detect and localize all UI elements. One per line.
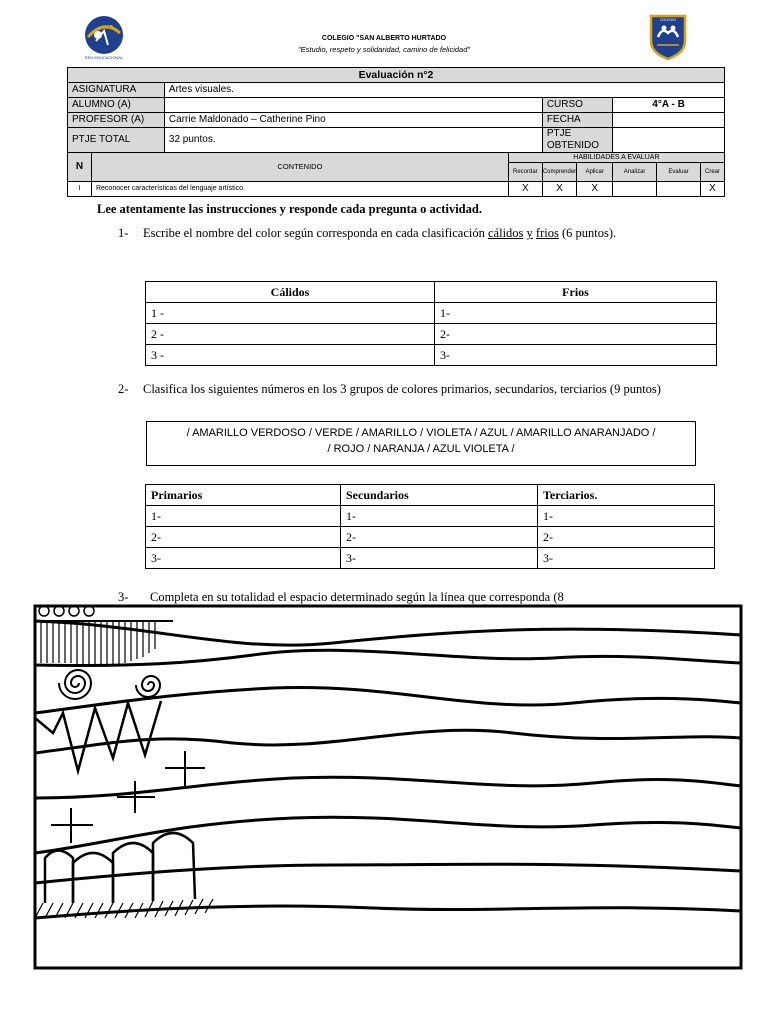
calidos-cell[interactable]: 3 - — [146, 345, 435, 366]
primarios-cell[interactable]: 3- — [146, 548, 341, 569]
word-calidos: cálidos — [488, 226, 524, 240]
terciarios-cell[interactable]: 2- — [538, 527, 715, 548]
color-groups-table — [145, 484, 715, 569]
primarios-cell[interactable]: 1- — [146, 506, 341, 527]
question-1-text: Escribe el nombre del color según corresponda en cada clasificación — [143, 226, 485, 240]
wavy-lines — [35, 621, 741, 918]
secundarios-cell[interactable]: 2- — [341, 527, 538, 548]
question-2 — [118, 382, 692, 397]
question-2-text: Clasifica los siguientes números en los 3 grupos de colores primarios, secundarios, terciarios (9 puntos) — [143, 382, 661, 396]
contenido-column-header: CONTENIDO — [91, 153, 508, 182]
skill-mark: X — [542, 182, 576, 197]
question-1-number: 1- — [118, 226, 129, 240]
fecha-label: FECHA — [542, 113, 612, 128]
curso-value: 4°A - B — [613, 98, 725, 113]
ptje-total-label: PTJE TOTAL — [68, 128, 165, 153]
skill-mark: X — [577, 182, 613, 197]
profesor-label: PROFESOR (A) — [68, 113, 165, 128]
logo-right-text: COLEGIO — [660, 18, 676, 22]
vertical-stripes — [41, 621, 155, 665]
line-pattern-drawing — [33, 603, 745, 971]
evaluation-info-table — [67, 67, 725, 197]
color-list-box — [146, 421, 696, 466]
ptje-obtenido-label: PTJE OBTENIDO — [542, 128, 612, 153]
skill-mark: X — [508, 182, 542, 197]
calidos-cell[interactable]: 1 - — [146, 303, 435, 324]
warm-cold-table — [145, 281, 717, 366]
alumno-label: ALUMNO (A) — [68, 98, 165, 113]
ptje-total-value: 32 puntos. — [164, 128, 542, 153]
curso-label: CURSO — [542, 98, 612, 113]
skill-header: Recordar — [508, 163, 542, 182]
skill-header: Aplicar — [577, 163, 613, 182]
skill-header: Analizar — [613, 163, 657, 182]
secundarios-header: Secundarios — [341, 485, 538, 506]
question-1-points: (6 puntos). — [561, 226, 617, 240]
general-instructions: Lee atentamente las instrucciones y responde cada pregunta o actividad. — [97, 202, 482, 216]
color-list-line-1: / AMARILLO VERDOSO / VERDE / AMARILLO / VIOLETA / AZUL / AMARILLO ANARANJADO / — [186, 427, 656, 439]
profesor-value: Carrie Maldonado – Catherine Pino — [164, 113, 542, 128]
primarios-header: Primarios — [146, 485, 341, 506]
skill-mark: X — [700, 182, 724, 197]
skill-header: Crear — [700, 163, 724, 182]
question-3-number: 3- — [118, 590, 129, 604]
habilidades-header: HABILIDADES A EVALUAR — [508, 153, 724, 163]
frios-cell[interactable]: 1- — [435, 303, 717, 324]
asignatura-value: Artes visuales. — [164, 83, 724, 98]
question-1 — [118, 226, 692, 241]
terciarios-header: Terciarios. — [538, 485, 715, 506]
skill-header: Comprender — [542, 163, 576, 182]
primarios-cell[interactable]: 2- — [146, 527, 341, 548]
color-list-line-2: / ROJO / NARANJA / AZUL VIOLETA / — [327, 443, 515, 455]
school-name: COLEGIO "SAN ALBERTO HURTADO — [321, 35, 447, 42]
logo-left-caption: RED EDUCACIONAL — [84, 55, 124, 60]
terciarios-cell[interactable]: 3- — [538, 548, 715, 569]
n-column-header: N — [68, 153, 92, 182]
secundarios-cell[interactable]: 1- — [341, 506, 538, 527]
frios-cell[interactable]: 2- — [435, 324, 717, 345]
alumno-value[interactable] — [164, 98, 542, 113]
skill-header: Evaluar — [657, 163, 701, 182]
question-3-text: Completa en su totalidad el espacio determinado según la línea que corresponda (8 — [150, 590, 564, 604]
terciarios-cell[interactable]: 1- — [538, 506, 715, 527]
frios-header: Frios — [435, 282, 717, 303]
school-motto: "Estudio, respeto y solidaridad, camino de felicidad" — [297, 45, 471, 54]
arch-shapes — [45, 833, 195, 903]
spiral-shapes — [59, 670, 160, 699]
skill-mark — [613, 182, 657, 197]
question-2-number: 2- — [118, 382, 129, 396]
asignatura-label: ASIGNATURA — [68, 83, 165, 98]
word-frios: frios — [535, 226, 559, 240]
skill-mark — [657, 182, 701, 197]
evaluation-title: Evaluación n°2 — [68, 68, 725, 83]
calidos-header: Cálidos — [146, 282, 435, 303]
calidos-cell[interactable]: 2 - — [146, 324, 435, 345]
ptje-obtenido-value[interactable] — [613, 128, 725, 153]
frios-cell[interactable]: 3- — [435, 345, 717, 366]
secundarios-cell[interactable]: 3- — [341, 548, 538, 569]
row-contenido: Reconocer características del lenguaje artístico. — [91, 182, 508, 197]
word-y: y — [526, 226, 533, 240]
row-number: I — [68, 182, 92, 197]
fecha-value[interactable] — [613, 113, 725, 128]
